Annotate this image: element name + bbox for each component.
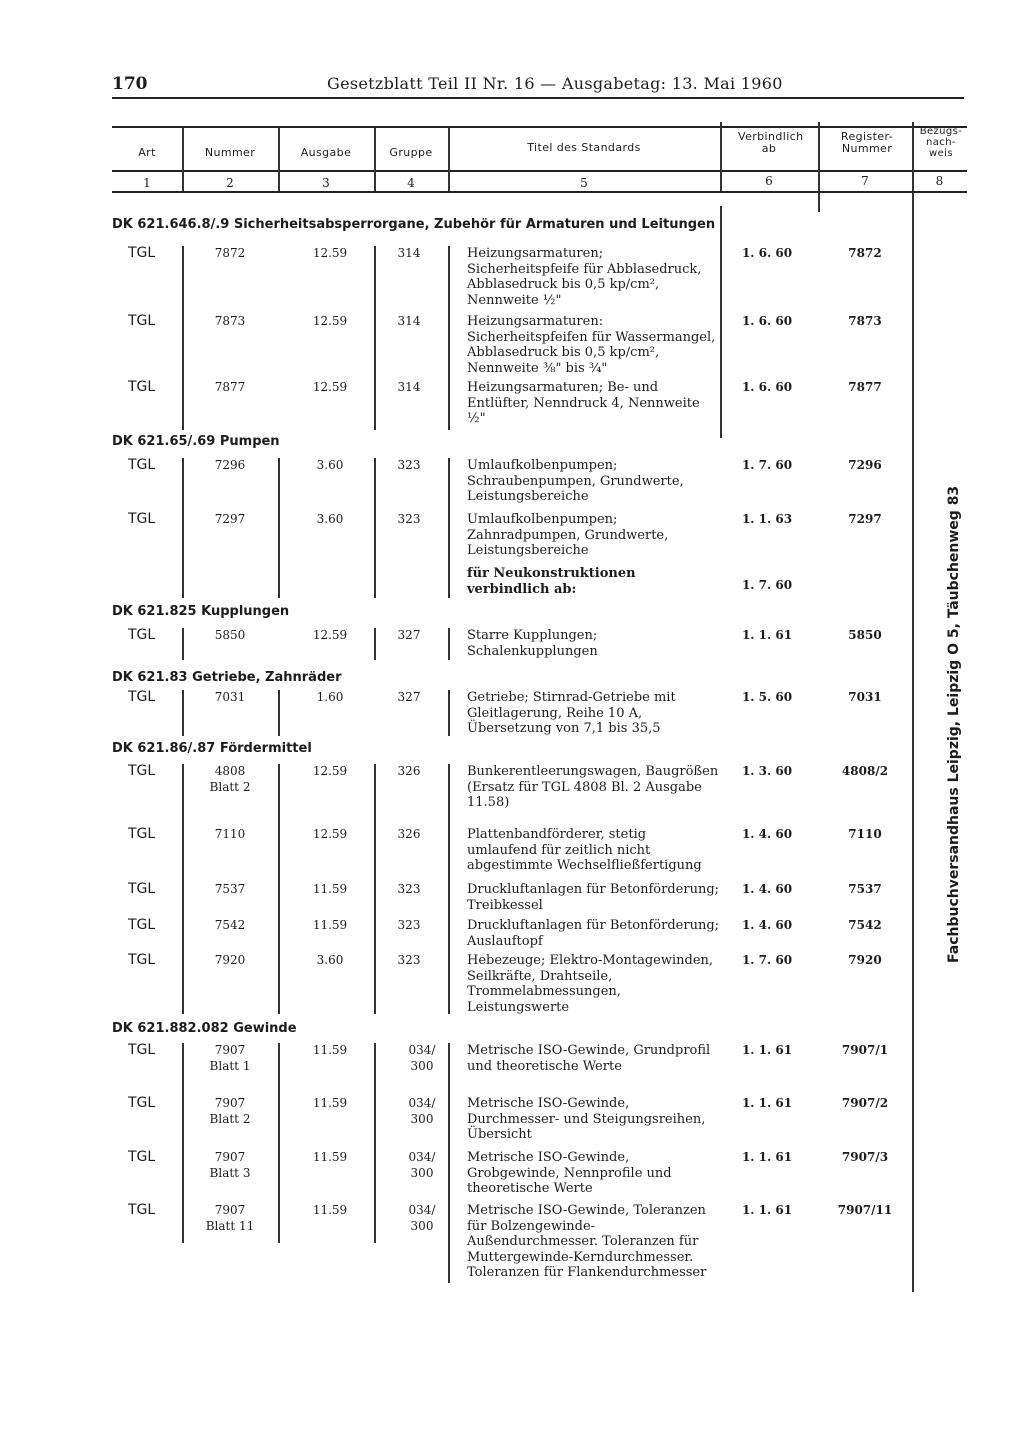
section-heading: DK 621.65/.69 Pumpen [112,434,280,449]
gruppe-cell: 326 [397,827,421,841]
gruppe-cell: 323 [397,918,421,932]
nummer-cell: 5850 [214,628,246,642]
col-divider [374,1043,376,1243]
ausgabe-cell: 12.59 [312,764,348,778]
art-cell: TGL [128,763,156,779]
col-number: 2 [226,176,234,190]
ausgabe-cell: 12.59 [312,628,348,642]
page-header-title: Gesetzblatt Teil II Nr. 16 — Ausgabetag: 13. Mai 1960 [327,74,783,93]
title-cell: Druckluftanlagen für Betonförderung; Auslauftopf [467,918,720,949]
nummer-value: 7907 [214,1096,246,1110]
verbindlich-cell: 1. 1. 63 [741,512,793,526]
col-divider [374,246,376,430]
register-cell: 7296 [848,458,882,472]
col-divider [278,1043,280,1243]
section-heading: DK 621.825 Kupplungen [112,604,290,619]
ausgabe-cell: 12.59 [312,246,348,260]
art-cell: TGL [128,511,156,527]
register-cell: 7031 [848,690,882,704]
col-header-nummer: Nummer [204,146,256,159]
section-heading: DK 621.83 Getriebe, Zahnräder [112,670,342,685]
verbindlich-cell: 1. 1. 61 [741,1150,793,1164]
title-cell: Getriebe; Stirnrad-Getriebe mit Gleitlagerung, Reihe 10 A, Übersetzung von 7,1 bis 35,5 [467,690,676,736]
art-cell: TGL [128,881,156,897]
verbindlich-cell: 1. 6. 60 [741,314,793,328]
register-cell: 7907/2 [841,1096,889,1110]
verbindlich-cell: 1. 7. 60 [741,578,793,592]
col-header-ausgabe: Ausgabe [300,146,352,159]
verbindlich-cell: 1. 1. 61 [741,1043,793,1057]
art-cell: TGL [128,627,156,643]
col-header-titel: Titel des Standards [527,141,641,154]
gruppe-cell: 323 [397,512,421,526]
art-cell: TGL [128,457,156,473]
ausgabe-cell: 11.59 [312,1096,348,1110]
verbindlich-cell: 1. 7. 60 [741,953,793,967]
verbindlich-cell: 1. 5. 60 [741,690,793,704]
col-divider [374,764,376,1014]
gruppe-cell: 034/ 300 [408,1043,436,1073]
gruppe-cell: 326 [397,764,421,778]
register-cell: 7873 [848,314,882,328]
col-number: 8 [935,174,944,188]
register-cell: 7877 [848,380,882,394]
ausgabe-cell: 3.60 [316,512,344,526]
ausgabe-cell: 12.59 [312,314,348,328]
col-divider [448,764,450,1014]
col-divider [448,690,450,736]
title-cell: Metrische ISO-Gewinde, Toleranzen für Bolzengewinde-Außendurchmesser. Toleranzen für Muttergewinde-Kerndurchmesser. Toleranzen für Flankendurchmesser [467,1203,707,1280]
nummer-value: 7907 [214,1043,246,1057]
col-divider [448,246,450,430]
art-cell: TGL [128,245,156,261]
register-cell: 7907/11 [837,1203,893,1217]
title-cell: Heizungsarmaturen; Sicherheitspfeife für Abblasedruck, Abblasedruck bis 0,5 kp/cm², Nennweite ½" [467,246,702,308]
verbindlich-cell: 1. 1. 61 [741,1203,793,1217]
ausgabe-cell: 11.59 [312,918,348,932]
col-header-gruppe: Gruppe [389,146,433,159]
art-cell: TGL [128,952,156,968]
register-cell: 7110 [848,827,882,841]
gruppe-cell: 314 [397,380,421,394]
nummer-cell [186,1096,274,1127]
art-cell: TGL [128,917,156,933]
ausgabe-cell: 11.59 [312,1043,348,1057]
art-cell: TGL [128,826,156,842]
nummer-cell [186,1150,274,1181]
ausgabe-cell: 12.59 [312,827,348,841]
title-cell: Druckluftanlagen für Betonförderung; Treibkessel [467,882,720,913]
col-header-register: Register-Nummer [840,130,894,155]
gruppe-cell: 327 [397,628,421,642]
col-divider [182,628,184,660]
table-top-rule [112,126,967,128]
gruppe-cell: 034/ 300 [408,1150,436,1180]
title-cell: Starre Kupplungen; Schalenkupplungen [467,628,598,659]
gruppe-cell: 323 [397,882,421,896]
nummer-cell: 7877 [214,380,246,394]
nummer-cell: 7920 [214,953,246,967]
title-cell: Heizungsarmaturen; Be- und Entlüfter, Nenndruck 4, Nennweite ½" [467,380,700,426]
verbindlich-cell: 1. 4. 60 [741,918,793,932]
col-header-art: Art [138,146,156,159]
nummer-cell: 7296 [214,458,246,472]
gruppe-cell: 034/ 300 [408,1096,436,1126]
title-cell: Metrische ISO-Gewinde, Grobgewinde, Nennprofile und theoretische Werte [467,1150,672,1196]
section-heading: DK 621.646.8/.9 Sicherheitsabsperrorgane, Zubehör für Armaturen und Leitungen [112,217,716,232]
ausgabe-cell: 3.60 [316,953,344,967]
col-number: 1 [143,176,151,190]
col-number: 6 [765,174,773,188]
nummer-cell: 7297 [214,512,246,526]
gruppe-cell: 314 [397,246,421,260]
ausgabe-cell: 11.59 [312,1150,348,1164]
verbindlich-cell: 1. 1. 61 [741,1096,793,1110]
art-cell: TGL [128,379,156,395]
register-cell: 7907/3 [841,1150,889,1164]
col-divider [278,690,280,736]
col-divider [448,1043,450,1283]
art-cell: TGL [128,1149,156,1165]
register-cell: 7297 [848,512,882,526]
gruppe-cell: 327 [397,690,421,704]
nummer-cell: 7537 [214,882,246,896]
ausgabe-cell: 1.60 [316,690,344,704]
col-divider [182,1043,184,1243]
nummer-blatt: Blatt 3 [209,1165,251,1180]
col-divider [182,764,184,1014]
register-cell: 7920 [848,953,882,967]
nummer-value: 7907 [214,1203,246,1217]
col-divider [182,458,184,598]
verbindlich-cell: 1. 4. 60 [741,882,793,896]
col-divider [818,192,820,212]
verbindlich-cell: 1. 3. 60 [741,764,793,778]
col-divider [374,628,376,660]
art-cell: TGL [128,689,156,705]
col-divider [278,764,280,1014]
title-cell: Bunkerentleerungswagen, Baugrößen (Ersatz für TGL 4808 Bl. 2 Ausgabe 11.58) [467,764,719,810]
col-header-verbindlich: Verbindlich ab [738,130,804,155]
col-divider [182,246,184,430]
col-number: 7 [861,174,869,188]
nummer-cell [186,1203,274,1234]
gruppe-cell: 323 [397,458,421,472]
register-cell: 5850 [848,628,882,642]
running-head [112,74,962,98]
nummer-cell: 7542 [214,918,246,932]
col-number: 4 [407,176,415,190]
ausgabe-cell: 11.59 [312,882,348,896]
nummer-cell [186,1043,274,1074]
ausgabe-cell: 11.59 [312,1203,348,1217]
title-cell: Heizungsarmaturen: Sicherheitspfeifen für Wassermangel, Abblasedruck bis 0,5 kp/cm², Nennweite ⅜" bis ¾" [467,314,716,376]
gruppe-cell: 323 [397,953,421,967]
art-cell: TGL [128,1042,156,1058]
art-cell: TGL [128,1095,156,1111]
register-cell: 7872 [848,246,882,260]
nummer-cell: 7110 [214,827,246,841]
gruppe-cell: 314 [397,314,421,328]
col-header-bezugsnachweis: Bezugs-nach-weis [919,126,963,159]
ausgabe-cell: 3.60 [316,458,344,472]
header-rule [112,97,964,99]
verbindlich-cell: 1. 6. 60 [741,380,793,394]
nummer-cell: 7872 [214,246,246,260]
title-cell: Metrische ISO-Gewinde, Grundprofil und theoretische Werte [467,1043,711,1074]
col-number: 3 [322,176,330,190]
verbindlich-cell: 1. 4. 60 [741,827,793,841]
nummer-value: 4808 [214,764,246,778]
verbindlich-cell: 1. 7. 60 [741,458,793,472]
title-cell: Metrische ISO-Gewinde, Durchmesser- und Steigungsreihen, Übersicht [467,1096,706,1142]
title-cell: Plattenbandförderer, stetig umlaufend für zeitlich nicht abgestimmte Wechselfließfertigung [467,827,702,873]
title-cell: Umlaufkolbenpumpen; Schraubenpumpen, Grundwerte, Leistungsbereiche [467,458,684,504]
col-divider [448,458,450,598]
col-divider [278,458,280,598]
nummer-blatt: Blatt 2 [209,779,251,794]
title-cell: Hebezeuge; Elektro-Montagewinden, Seilkräfte, Drahtseile, Trommelabmessungen, Leistungswerte [467,953,714,1015]
nummer-blatt: Blatt 2 [209,1111,251,1126]
art-cell: TGL [128,313,156,329]
nummer-blatt: Blatt 11 [205,1218,255,1233]
nummer-cell [186,764,274,795]
publisher-imprint: Fachbuchversandhaus Leipzig, Leipzig O 5, Täubchenweg 83 [946,485,962,963]
register-cell: 4808/2 [841,764,889,778]
page-number: 170 [112,74,148,94]
register-cell: 7907/1 [841,1043,889,1057]
col-number: 5 [580,176,588,190]
section-heading: DK 621.882.082 Gewinde [112,1021,297,1036]
verbindlich-cell: 1. 1. 61 [741,628,793,642]
header-bottom-rule [112,170,967,172]
verbindlich-cell: 1. 6. 60 [741,246,793,260]
col-divider [374,458,376,598]
nummer-cell: 7873 [214,314,246,328]
col-divider [448,628,450,660]
title-cell: Umlaufkolbenpumpen; Zahnradpumpen, Grundwerte, Leistungsbereiche [467,512,669,558]
ausgabe-cell: 12.59 [312,380,348,394]
section-heading: DK 621.86/.87 Fördermittel [112,741,312,756]
nummer-value: 7907 [214,1150,246,1164]
colnum-bottom-rule [112,191,967,193]
art-cell: TGL [128,1202,156,1218]
col-divider [912,192,914,1292]
nummer-blatt: Blatt 1 [209,1058,251,1073]
col-divider [182,690,184,736]
register-cell: 7537 [848,882,882,896]
gruppe-cell: 034/ 300 [408,1203,436,1233]
nummer-cell: 7031 [214,690,246,704]
register-cell: 7542 [848,918,882,932]
title-cell: für Neukonstruktionen verbindlich ab: [467,566,636,597]
